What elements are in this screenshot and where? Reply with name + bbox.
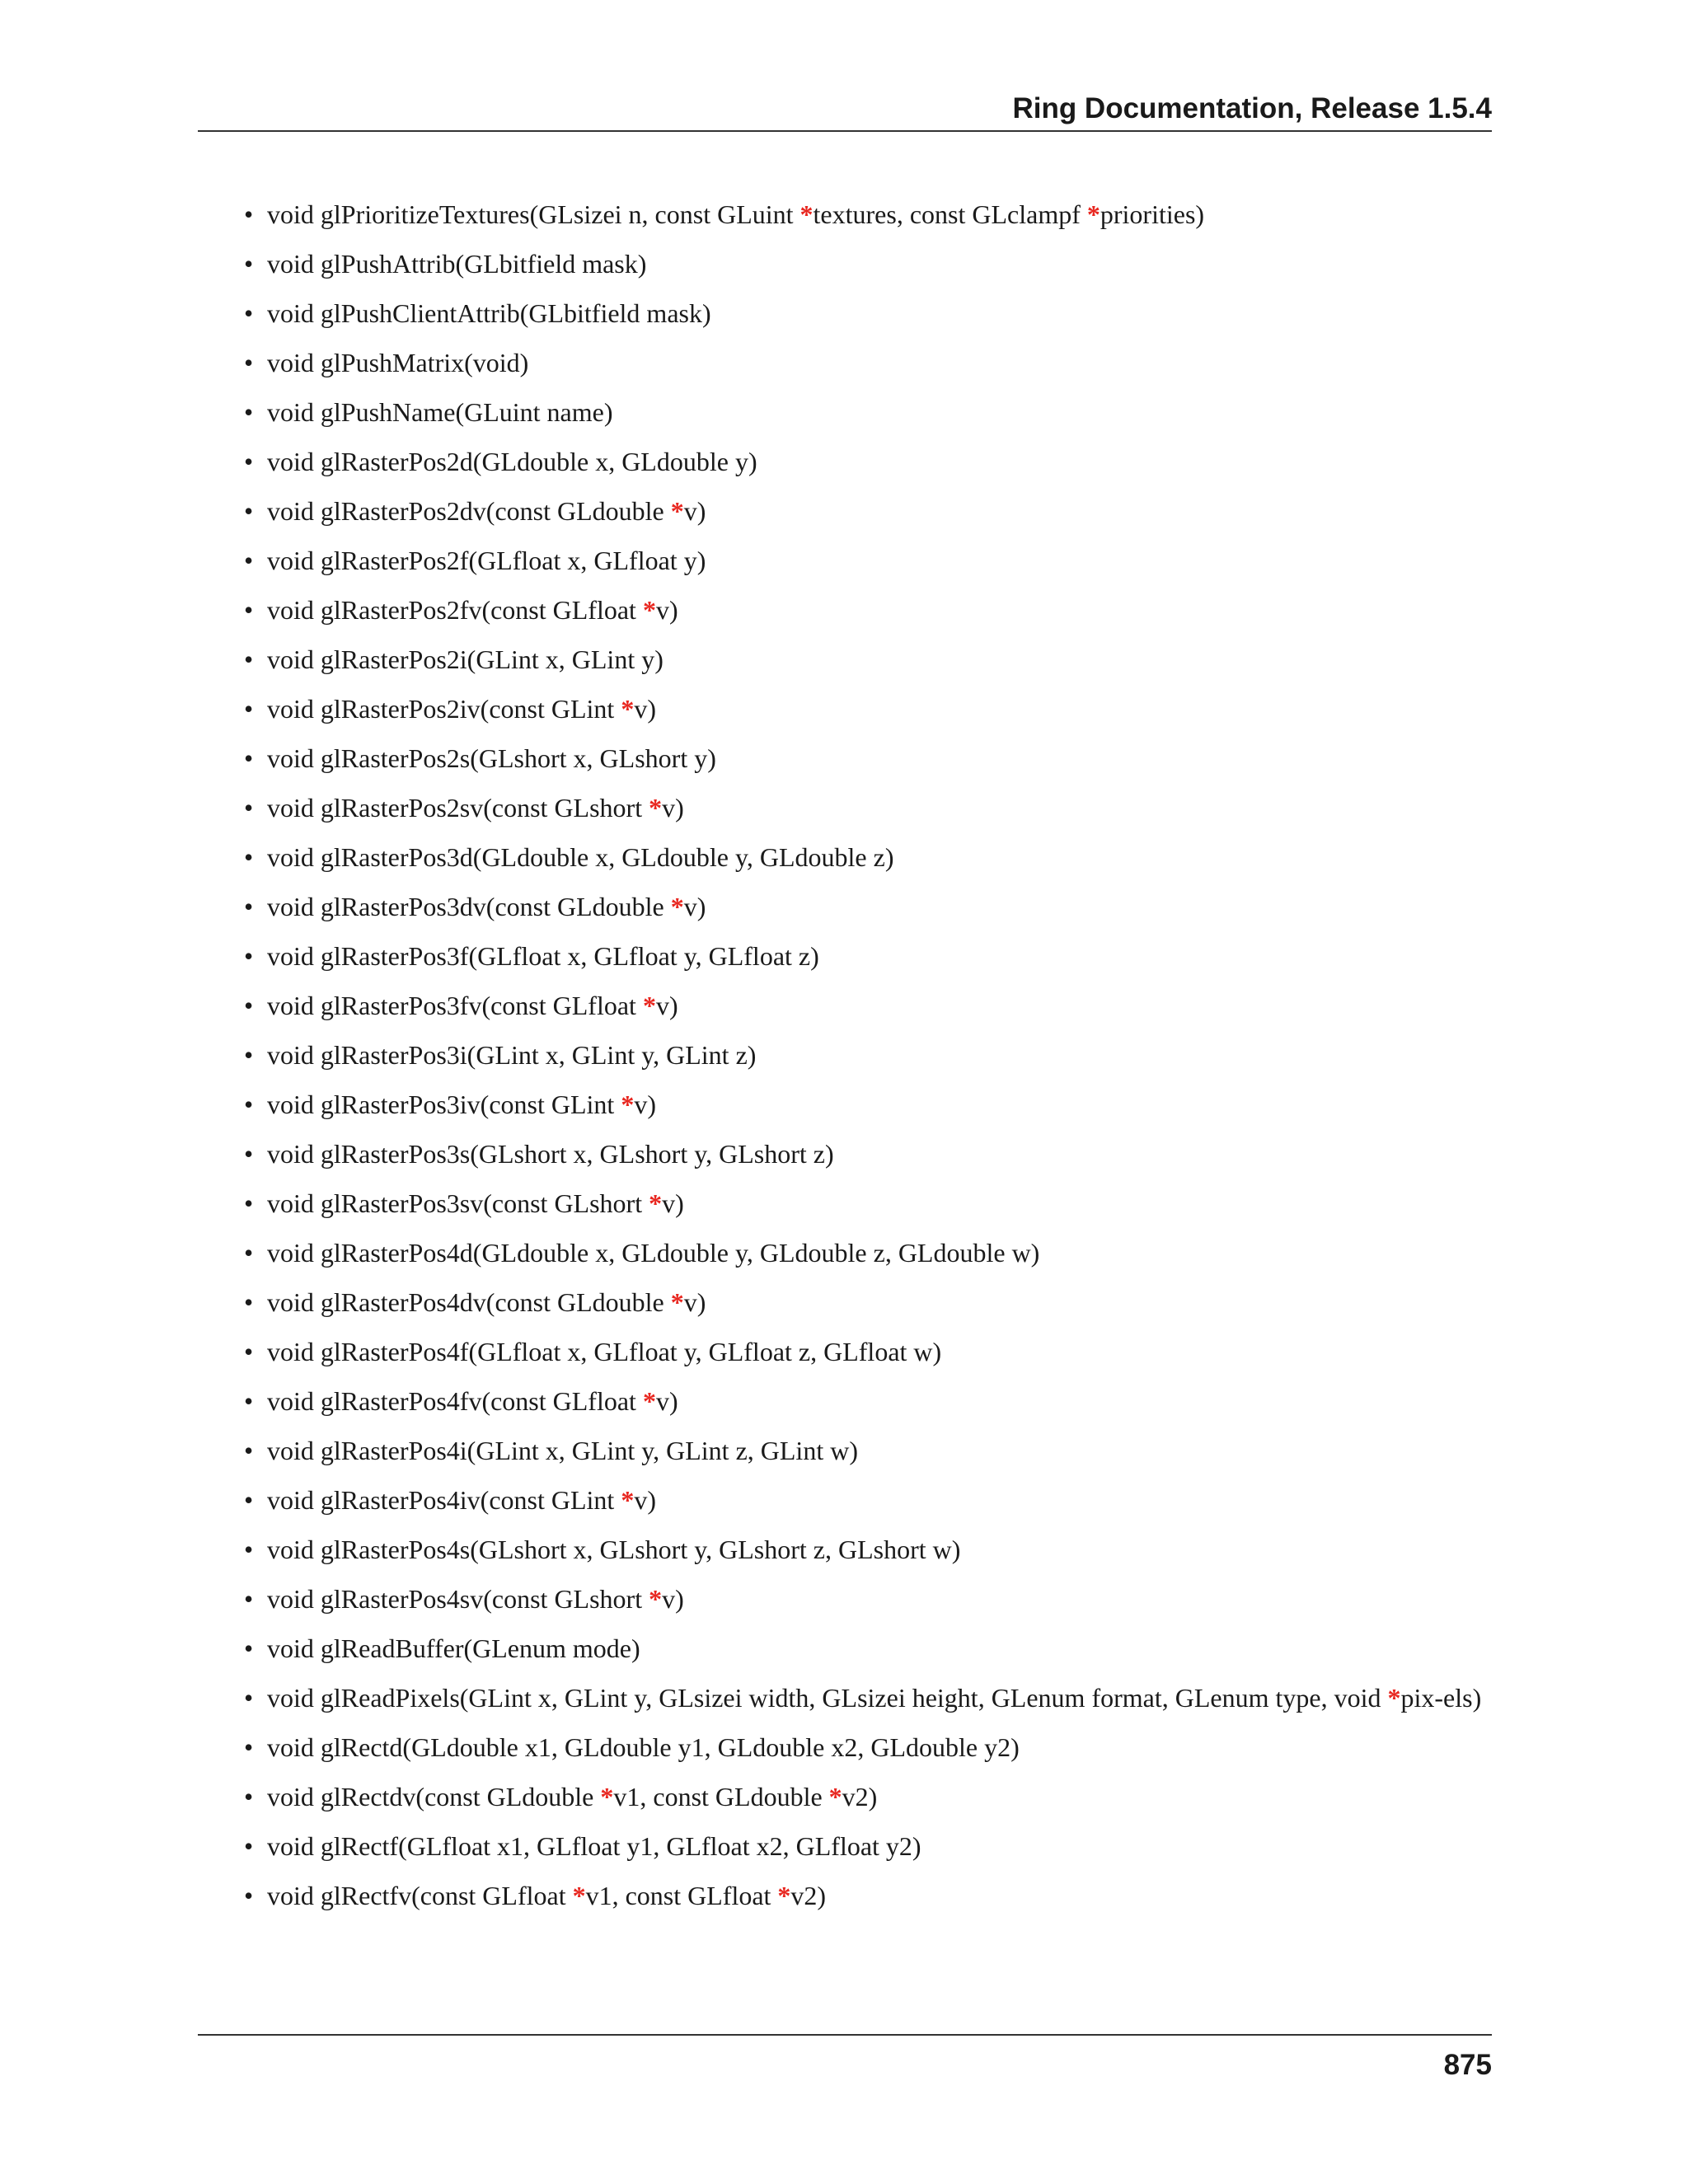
bullet-icon: • — [244, 1188, 254, 1218]
list-item — [198, 1385, 1492, 1418]
list-item — [198, 1632, 1492, 1665]
page-header — [198, 89, 1492, 132]
list-item — [198, 445, 1492, 478]
list-item — [198, 1879, 1492, 1912]
signature-text: void glRasterPos2s(GLshort x, GLshort y) — [267, 743, 716, 773]
list-item — [198, 692, 1492, 725]
pointer-asterisk: * — [621, 1090, 635, 1119]
bullet-icon: • — [244, 249, 254, 279]
list-item — [198, 1830, 1492, 1863]
list-item — [198, 742, 1492, 775]
list-item — [198, 396, 1492, 429]
signature-text: void glRectf(GLfloat x1, GLfloat y1, GLfloat x2, GLfloat y2) — [267, 1831, 921, 1861]
bullet-icon: • — [244, 1683, 254, 1713]
signature-text: void glRasterPos4s(GLshort x, GLshort y, GLshort z, GLshort w) — [267, 1535, 961, 1564]
list-item — [198, 593, 1492, 626]
bullet-icon: • — [244, 546, 254, 575]
bullet-icon: • — [244, 1337, 254, 1366]
signature-text: void glPushClientAttrib(GLbitfield mask) — [267, 298, 711, 328]
list-item — [198, 1187, 1492, 1220]
pointer-asterisk: * — [649, 1188, 663, 1218]
list-item — [198, 890, 1492, 923]
page-number: 875 — [1443, 2049, 1492, 2081]
list-item — [198, 346, 1492, 379]
signature-text: void glReadPixels(GLint x, GLint y, GLsizei width, GLsizei height, GLenum format, GLenum type, void — [267, 1683, 1388, 1713]
pointer-asterisk: * — [642, 1386, 656, 1416]
signature-text: v) — [662, 1188, 684, 1218]
signature-text: void glRasterPos4dv(const GLdouble — [267, 1287, 671, 1317]
pointer-asterisk: * — [642, 991, 656, 1020]
signature-text: void glReadBuffer(GLenum mode) — [267, 1633, 640, 1663]
list-item — [198, 791, 1492, 824]
bullet-icon: • — [244, 991, 254, 1020]
signature-text: void glRasterPos3fv(const GLfloat — [267, 991, 643, 1020]
signature-text: v) — [662, 1584, 684, 1614]
signature-text: void glRasterPos3sv(const GLshort — [267, 1188, 649, 1218]
pointer-asterisk: * — [572, 1881, 586, 1910]
signature-text: void glRasterPos2f(GLfloat x, GLfloat y) — [267, 546, 706, 575]
signature-text: void glRasterPos3dv(const GLdouble — [267, 892, 671, 921]
signature-text: void glRasterPos4f(GLfloat x, GLfloat y, GLfloat z, GLfloat w) — [267, 1337, 942, 1366]
list-item — [198, 1681, 1492, 1714]
list-item — [198, 1137, 1492, 1170]
pointer-asterisk: * — [642, 595, 656, 625]
list-item — [198, 544, 1492, 577]
signature-text: v) — [634, 1090, 656, 1119]
bullet-icon: • — [244, 1584, 254, 1614]
signature-text: v2) — [790, 1881, 827, 1910]
signature-text: v) — [683, 496, 706, 526]
pointer-asterisk: * — [649, 1584, 663, 1614]
signature-text: v) — [634, 694, 656, 724]
bullet-icon: • — [244, 694, 254, 724]
bullet-icon: • — [244, 1386, 254, 1416]
signature-text: v1, const GLdouble — [613, 1782, 829, 1811]
list-item — [198, 1286, 1492, 1319]
pointer-asterisk: * — [670, 892, 684, 921]
pointer-asterisk: * — [670, 1287, 684, 1317]
header-title: Ring Documentation, Release 1.5.4 — [1012, 92, 1492, 124]
signature-text: priorities) — [1100, 199, 1205, 229]
bullet-icon: • — [244, 199, 254, 229]
bullet-icon: • — [244, 1831, 254, 1861]
signature-text: v2) — [842, 1782, 878, 1811]
bullet-icon: • — [244, 644, 254, 674]
signature-text: void glRasterPos4d(GLdouble x, GLdouble y, GLdouble z, GLdouble w) — [267, 1238, 1040, 1268]
bullet-icon: • — [244, 348, 254, 377]
signature-text: void glPushAttrib(GLbitfield mask) — [267, 249, 647, 279]
signature-text: void glRasterPos3f(GLfloat x, GLfloat y, GLfloat z) — [267, 941, 819, 971]
signature-text: void glRasterPos3d(GLdouble x, GLdouble y, GLdouble z) — [267, 842, 894, 872]
list-item — [198, 1088, 1492, 1121]
bullet-icon: • — [244, 1633, 254, 1663]
signature-text: void glRasterPos3i(GLint x, GLint y, GLint z) — [267, 1040, 757, 1070]
signature-text: void glRasterPos4fv(const GLfloat — [267, 1386, 643, 1416]
bullet-icon: • — [244, 1732, 254, 1762]
signature-text: void glRasterPos4iv(const GLint — [267, 1485, 621, 1515]
signature-text: textures, const GLclampf — [813, 199, 1087, 229]
bullet-icon: • — [244, 1535, 254, 1564]
bullet-icon: • — [244, 595, 254, 625]
bullet-icon: • — [244, 793, 254, 823]
signature-text: void glRasterPos4sv(const GLshort — [267, 1584, 649, 1614]
signature-text: void glPrioritizeTextures(GLsizei n, const GLuint — [267, 199, 800, 229]
bullet-icon: • — [244, 1782, 254, 1811]
list-item — [198, 1483, 1492, 1516]
list-item — [198, 1038, 1492, 1071]
signature-text: void glRasterPos2d(GLdouble x, GLdouble y) — [267, 447, 757, 476]
page-content — [198, 198, 1492, 1929]
list-item — [198, 297, 1492, 330]
pointer-asterisk: * — [600, 1782, 614, 1811]
pointer-asterisk: * — [777, 1881, 791, 1910]
bullet-icon: • — [244, 941, 254, 971]
list-item — [198, 1335, 1492, 1368]
list-item — [198, 841, 1492, 874]
signature-text: v) — [662, 793, 684, 823]
signature-text: void glRasterPos2iv(const GLint — [267, 694, 621, 724]
signature-text: void glPushMatrix(void) — [267, 348, 529, 377]
pointer-asterisk: * — [1387, 1683, 1401, 1713]
signature-text: void glPushName(GLuint name) — [267, 397, 613, 427]
bullet-icon: • — [244, 842, 254, 872]
bullet-icon: • — [244, 298, 254, 328]
pointer-asterisk: * — [621, 694, 635, 724]
bullet-icon: • — [244, 1238, 254, 1268]
list-item — [198, 247, 1492, 280]
signature-text: v) — [655, 1386, 678, 1416]
signature-text: pix-els) — [1400, 1683, 1482, 1713]
pointer-asterisk: * — [1086, 199, 1100, 229]
bullet-icon: • — [244, 1881, 254, 1910]
signature-text: void glRasterPos2sv(const GLshort — [267, 793, 649, 823]
page-footer — [198, 2034, 1492, 2081]
list-item — [198, 1731, 1492, 1764]
bullet-icon: • — [244, 1139, 254, 1169]
signature-text: v) — [655, 595, 678, 625]
list-item — [198, 1780, 1492, 1813]
pointer-asterisk: * — [649, 793, 663, 823]
signature-text: v1, const GLfloat — [585, 1881, 778, 1910]
signature-text: v) — [634, 1485, 656, 1515]
signature-text: void glRasterPos3iv(const GLint — [267, 1090, 621, 1119]
bullet-icon: • — [244, 1090, 254, 1119]
signature-text: void glRasterPos2i(GLint x, GLint y) — [267, 644, 663, 674]
signature-text: v) — [655, 991, 678, 1020]
list-item — [198, 1582, 1492, 1615]
bullet-icon: • — [244, 1436, 254, 1465]
pointer-asterisk: * — [828, 1782, 842, 1811]
bullet-icon: • — [244, 447, 254, 476]
list-item — [198, 198, 1492, 231]
signature-text: void glRasterPos2dv(const GLdouble — [267, 496, 671, 526]
bullet-icon: • — [244, 397, 254, 427]
signature-text: v) — [683, 1287, 706, 1317]
pointer-asterisk: * — [799, 199, 814, 229]
list-item — [198, 1533, 1492, 1566]
signature-text: void glRasterPos3s(GLshort x, GLshort y, GLshort z) — [267, 1139, 834, 1169]
bullet-icon: • — [244, 1485, 254, 1515]
signature-text: void glRasterPos4i(GLint x, GLint y, GLint z, GLint w) — [267, 1436, 858, 1465]
list-item — [198, 1236, 1492, 1269]
bullet-icon: • — [244, 1040, 254, 1070]
signature-text: v) — [683, 892, 706, 921]
bullet-icon: • — [244, 892, 254, 921]
list-item — [198, 940, 1492, 972]
list-item — [198, 494, 1492, 527]
bullet-icon: • — [244, 743, 254, 773]
signature-text: void glRectdv(const GLdouble — [267, 1782, 601, 1811]
pointer-asterisk: * — [621, 1485, 635, 1515]
signature-text: void glRectd(GLdouble x1, GLdouble y1, GLdouble x2, GLdouble y2) — [267, 1732, 1020, 1762]
function-list — [198, 198, 1492, 1912]
signature-text: void glRectfv(const GLfloat — [267, 1881, 573, 1910]
list-item — [198, 1434, 1492, 1467]
signature-text: void glRasterPos2fv(const GLfloat — [267, 595, 643, 625]
bullet-icon: • — [244, 496, 254, 526]
bullet-icon: • — [244, 1287, 254, 1317]
list-item — [198, 643, 1492, 676]
pointer-asterisk: * — [670, 496, 684, 526]
list-item — [198, 989, 1492, 1022]
